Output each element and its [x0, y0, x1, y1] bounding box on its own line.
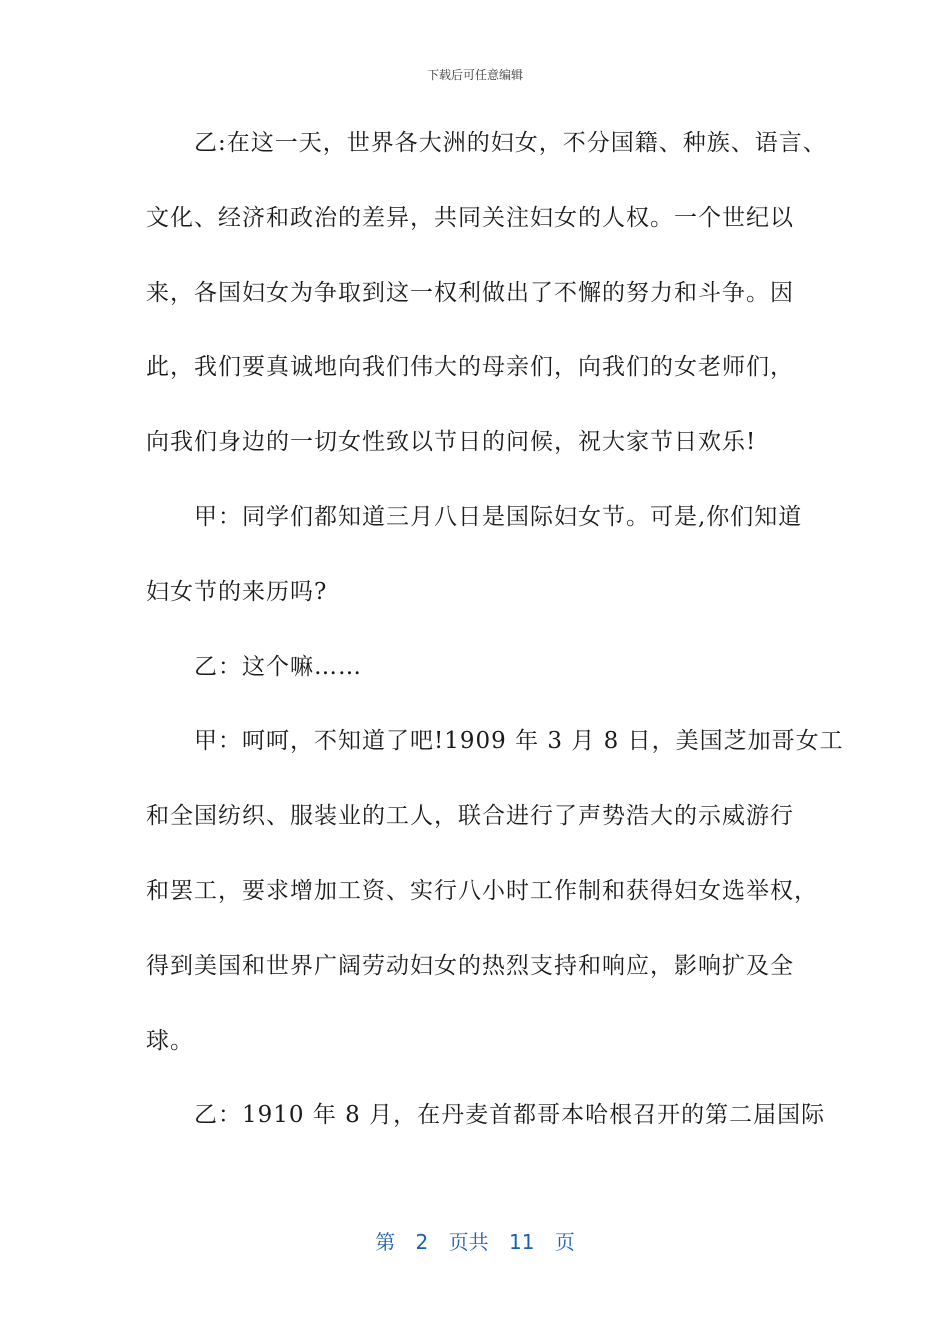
text-line: 乙：这个嘛……: [146, 653, 362, 680]
document-body: [146, 118, 844, 1165]
text-line: 和罢工，要求增加工资、实行八小时工作制和获得妇女选举权，: [146, 877, 818, 904]
text-line: 乙:在这一天，世界各大洲的妇女，不分国籍、种族、语言、: [146, 130, 827, 156]
text-line: 文化、经济和政治的差异，共同关注妇女的人权。一个世纪以: [146, 204, 794, 231]
total-pages: 11: [509, 1230, 535, 1254]
text-line: 甲：同学们都知道三月八日是国际妇女节。可是,你们知道: [146, 503, 803, 530]
text-line: 妇女节的来历吗?: [146, 578, 328, 605]
footer-prefix: 第: [375, 1230, 396, 1254]
footer-middle: 页共: [448, 1230, 489, 1254]
text-line: 此，我们要真诚地向我们伟大的母亲们，向我们的女老师们，: [146, 354, 794, 381]
page-header: 下载后可任意编辑: [426, 68, 523, 82]
text-line: 来，各国妇女为争取到这一权利做出了不懈的努力和斗争。因: [146, 279, 794, 306]
text-line: 乙：1910 年 8 月，在丹麦首都哥本哈根召开的第二届国际: [146, 1102, 826, 1129]
text-line: 和全国纺织、服装业的工人，联合进行了声势浩大的示威游行: [146, 803, 794, 830]
text-line: 向我们身边的一切女性致以节日的问候，祝大家节日欢乐!: [146, 429, 757, 456]
current-page-number: 2: [415, 1230, 429, 1254]
text-line: 球。: [146, 1027, 194, 1054]
footer-suffix: 页: [554, 1230, 575, 1254]
page-footer: [0, 1226, 950, 1255]
text-line: 甲：呵呵，不知道了吧!1909 年 3 月 8 日，美国芝加哥女工: [146, 728, 844, 755]
text-line: 得到美国和世界广阔劳动妇女的热烈支持和响应，影响扩及全: [146, 952, 794, 979]
